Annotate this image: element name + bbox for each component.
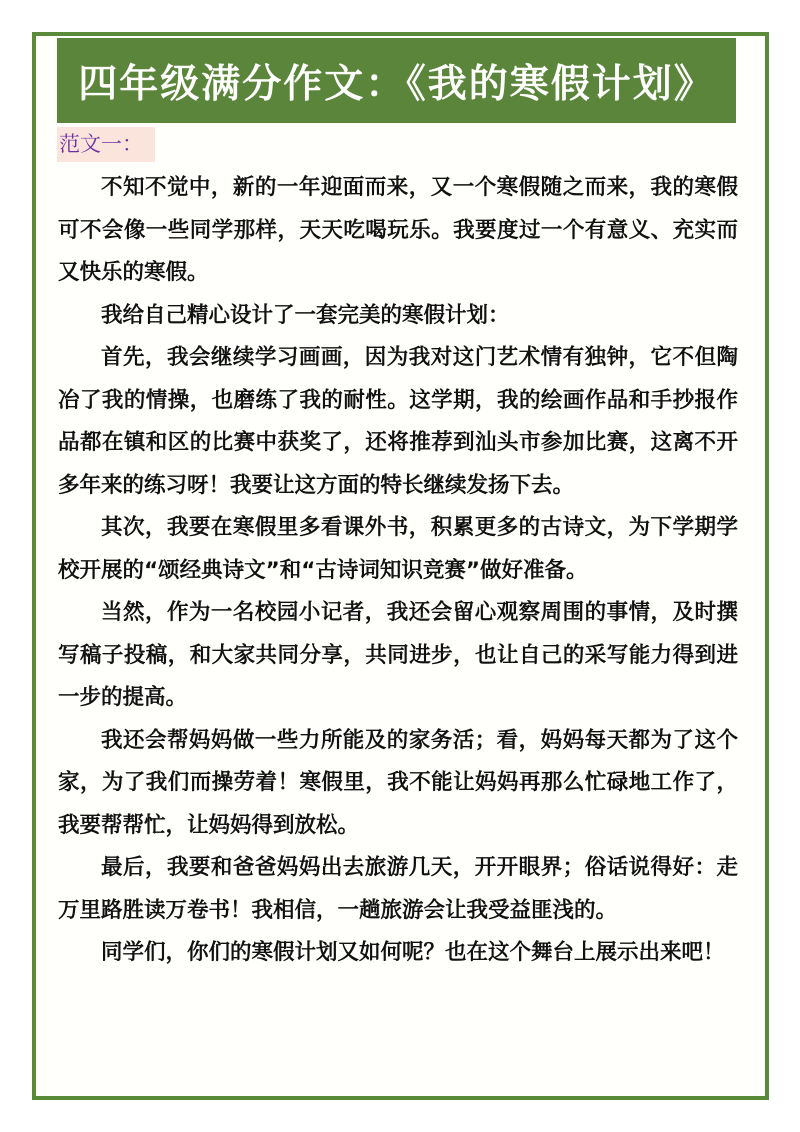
paragraph: 同学们，你们的寒假计划又如何呢？也在这个舞台上展示出来吧！ <box>101 940 725 965</box>
paragraph: 当然，作为一名校园小记者，我还会留心观察周围的事情，及时撰写稿子投稿，和大家共同分享，共同进步，也让自己的采写能力得到进一步的提高。 <box>58 600 738 710</box>
title-banner <box>57 38 736 123</box>
paragraph: 首先，我会继续学习画画，因为我对这门艺术情有独钟，它不但陶冶了我的情操，也磨练了我的耐性。这学期，我的绘画作品和手抄报作品都在镇和区的比赛中获奖了，还将推荐到汕头市参加比赛，这离不开多年来的练习呀！我要让这方面的特长继续发扬下去。 <box>58 345 738 498</box>
paragraph: 我给自己精心设计了一套完美的寒假计划： <box>101 302 510 328</box>
section-label: 范文一： <box>57 127 155 162</box>
paragraph: 不知不觉中，新的一年迎面而来，又一个寒假随之而来，我的寒假可不会像一些同学那样，天天吃喝玩乐。我要度过一个有意义、充实而又快乐的寒假。 <box>58 175 738 285</box>
paragraph: 我还会帮妈妈做一些力所能及的家务活；看，妈妈每天都为了这个家，为了我们而操劳着！寒假里，我不能让妈妈再那么忙碌地工作了，我要帮帮忙，让妈妈得到放松。 <box>58 727 738 838</box>
page-title: 四年级满分作文：《我的寒假计划》 <box>78 61 715 107</box>
paragraph: 最后，我要和爸爸妈妈出去旅游几天，开开眼界；俗话说得好：走万里路胜读万卷书！我相信，一趟旅游会让我受益匪浅的。 <box>58 855 738 923</box>
essay-body <box>58 167 738 975</box>
paragraph: 其次，我要在寒假里多看课外书，积累更多的古诗文，为下学期学校开展的“颂经典诗文”和“古诗词知识竞赛”做好准备。 <box>58 515 738 583</box>
